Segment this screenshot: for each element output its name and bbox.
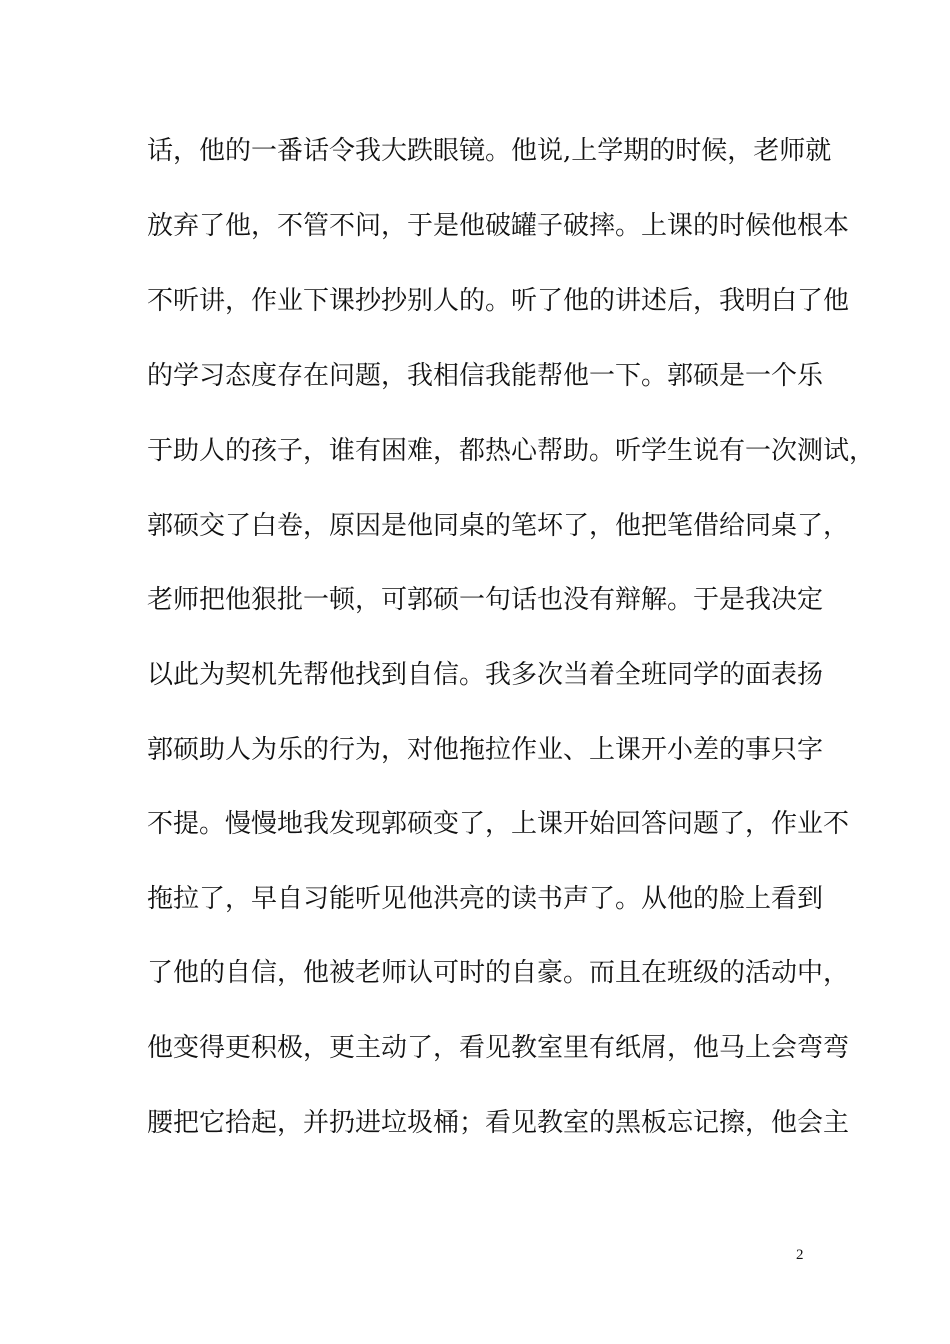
text-line: 他变得更积极，更主动了，看见教室里有纸屑，他马上会弯弯 (147, 1033, 850, 1063)
text-line: 的学习态度存在问题，我相信我能帮他一下。郭硕是一个乐 (147, 361, 824, 391)
text-line: 话，他的一番话令我大跌眼镜。他说,上学期的时候，老师就 (147, 136, 832, 166)
text-line: 不听讲，作业下课抄抄别人的。听了他的讲述后，我明白了他 (147, 286, 850, 316)
text-line: 了他的自信，他被老师认可时的自豪。而且在班级的活动中， (147, 958, 850, 988)
text-line: 放弃了他，不管不问，于是他破罐子破摔。上课的时候他根本 (147, 211, 850, 241)
text-line: 于助人的孩子，谁有困难，都热心帮助。听学生说有一次测试， (147, 436, 876, 466)
text-line: 腰把它拾起，并扔进垃圾桶；看见教室的黑板忘记擦，他会主 (147, 1108, 850, 1138)
text-line: 不提。慢慢地我发现郭硕变了，上课开始回答问题了，作业不 (147, 809, 850, 839)
text-line: 郭硕交了白卷，原因是他同桌的笔坏了，他把笔借给同桌了， (147, 511, 850, 541)
text-line: 拖拉了，早自习能听见他洪亮的读书声了。从他的脸上看到 (147, 884, 824, 914)
page-number: 2 (796, 1247, 804, 1263)
text-line: 老师把他狠批一顿，可郭硕一句话也没有辩解。于是我决定 (147, 585, 824, 615)
text-line: 以此为契机先帮他找到自信。我多次当着全班同学的面表扬 (147, 660, 824, 690)
text-line: 郭硕助人为乐的行为，对他拖拉作业、上课开小差的事只字 (147, 735, 824, 765)
